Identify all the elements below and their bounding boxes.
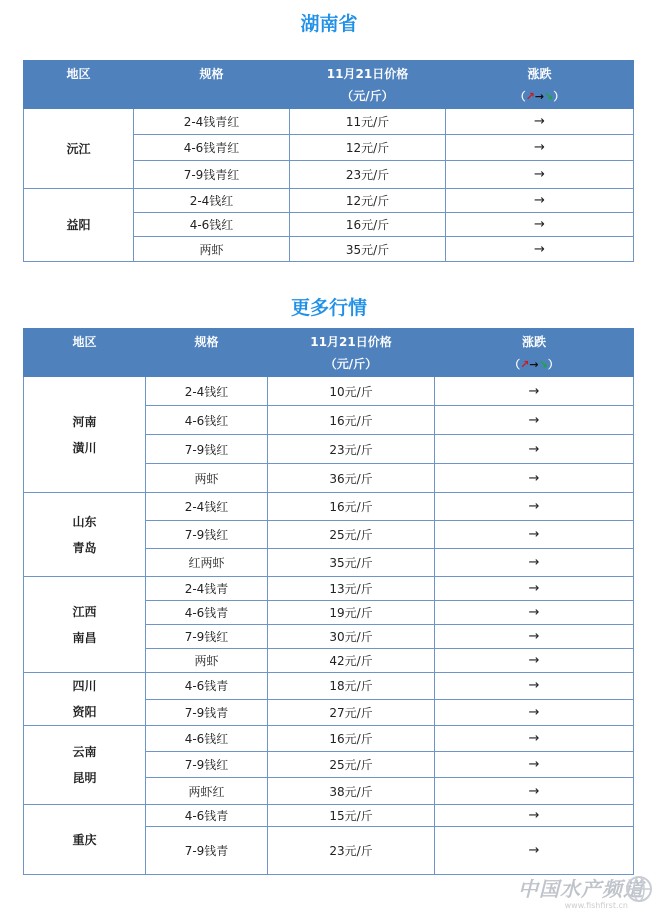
trend-cell: → <box>435 699 634 726</box>
arrow-up-icon: ↗ <box>520 358 530 371</box>
header-spec: 规格 <box>146 329 268 377</box>
header-price-date: 11月21日价格 <box>326 67 409 81</box>
header-trend-label: 涨跌 <box>527 67 552 81</box>
header-price-date: 11月21日价格 <box>310 335 392 349</box>
trend-cell: → <box>435 673 634 700</box>
table-header-row <box>24 61 634 109</box>
spec-cell: 2-4钱红 <box>146 377 268 406</box>
region-name: 益阳 <box>66 218 91 232</box>
trend-cell: → <box>435 752 634 778</box>
region-name: 资阳 <box>72 705 97 719</box>
region-name: 重庆 <box>72 832 97 847</box>
header-region: 地区 <box>24 329 146 377</box>
region-name: 山东 <box>72 514 97 529</box>
price-cell: 25元/斤 <box>268 752 435 778</box>
spec-cell: 2-4钱青红 <box>134 109 290 135</box>
table-row <box>24 109 634 135</box>
trend-cell: → <box>435 493 634 521</box>
table-header-row <box>24 329 634 377</box>
section-title-more: 更多行情 <box>290 297 367 319</box>
region-name: 南昌 <box>72 630 97 645</box>
globe-icon <box>624 874 654 904</box>
region-cell <box>24 805 146 875</box>
price-cell: 16元/斤 <box>268 406 435 435</box>
trend-cell: → <box>435 377 634 406</box>
region-name: 江西 <box>72 604 97 619</box>
price-cell: 27元/斤 <box>268 699 435 726</box>
watermark-url: www.fishfirst.cn <box>564 901 628 910</box>
price-cell: 18元/斤 <box>268 673 435 700</box>
trend-cell: → <box>435 464 634 493</box>
trend-cell: → <box>435 577 634 601</box>
region-cell <box>24 493 146 577</box>
trend-cell: → <box>446 189 634 213</box>
trend-cell: → <box>435 601 634 625</box>
spec-cell: 两虾红 <box>146 778 268 805</box>
arrow-right-icon: → <box>529 358 539 371</box>
table-row <box>24 577 634 601</box>
region-name: 四川 <box>72 679 97 693</box>
header-region: 地区 <box>24 61 134 109</box>
region-name: 沅江 <box>66 141 91 156</box>
table-row <box>24 189 634 213</box>
spec-cell: 4-6钱青 <box>146 673 268 700</box>
price-cell: 11元/斤 <box>290 109 446 135</box>
header-trend-label: 涨跌 <box>521 335 546 349</box>
price-cell: 10元/斤 <box>268 377 435 406</box>
header-price <box>268 329 435 377</box>
spec-cell: 4-6钱红 <box>134 213 290 237</box>
price-cell: 42元/斤 <box>268 649 435 673</box>
price-cell: 12元/斤 <box>290 135 446 161</box>
trend-cell: → <box>446 237 634 262</box>
region-cell <box>24 189 134 262</box>
price-cell: 16元/斤 <box>268 493 435 521</box>
trend-cell: → <box>435 726 634 752</box>
region-cell <box>24 577 146 673</box>
trend-legend <box>515 86 565 108</box>
spec-cell: 4-6钱青红 <box>134 135 290 161</box>
trend-cell: → <box>435 778 634 805</box>
region-name: 潢川 <box>72 440 97 455</box>
spec-cell: 两虾 <box>146 649 268 673</box>
trend-legend <box>509 354 559 376</box>
trend-cell: → <box>435 521 634 549</box>
price-cell: 23元/斤 <box>268 827 435 875</box>
header-price-unit: （元/斤） <box>324 357 378 371</box>
legend-paren-close: ） <box>553 90 565 103</box>
trend-cell: → <box>435 649 634 673</box>
more-price-table <box>23 328 634 875</box>
trend-cell: → <box>435 549 634 577</box>
header-trend <box>446 61 634 109</box>
spec-cell: 7-9钱青红 <box>134 161 290 189</box>
region-name: 河南 <box>72 414 97 429</box>
legend-paren-open: （ <box>514 90 526 103</box>
price-cell: 35元/斤 <box>290 237 446 262</box>
header-price-unit: （元/斤） <box>341 89 394 103</box>
price-cell: 35元/斤 <box>268 549 435 577</box>
price-cell: 16元/斤 <box>268 726 435 752</box>
price-cell: 16元/斤 <box>290 213 446 237</box>
spec-cell: 4-6钱青 <box>146 601 268 625</box>
price-cell: 36元/斤 <box>268 464 435 493</box>
region-cell <box>24 673 146 726</box>
header-trend <box>435 329 634 377</box>
table-row <box>24 493 634 521</box>
spec-cell: 7-9钱红 <box>146 521 268 549</box>
spec-cell: 2-4钱青 <box>146 577 268 601</box>
spec-cell: 两虾 <box>134 237 290 262</box>
trend-cell: → <box>446 135 634 161</box>
spec-cell: 红两虾 <box>146 549 268 577</box>
spec-cell: 7-9钱红 <box>146 435 268 464</box>
spec-cell: 4-6钱红 <box>146 406 268 435</box>
price-cell: 25元/斤 <box>268 521 435 549</box>
trend-cell: → <box>446 109 634 135</box>
table-row <box>24 377 634 406</box>
trend-cell: → <box>446 213 634 237</box>
price-cell: 15元/斤 <box>268 805 435 827</box>
trend-cell: → <box>435 805 634 827</box>
arrow-down-icon: ↘ <box>538 358 548 371</box>
table-row <box>24 805 634 827</box>
header-price <box>290 61 446 109</box>
header-spec: 规格 <box>134 61 290 109</box>
spec-cell: 7-9钱青 <box>146 827 268 875</box>
legend-paren-open: （ <box>509 358 521 371</box>
price-cell: 30元/斤 <box>268 625 435 649</box>
table-row <box>24 726 634 752</box>
spec-cell: 7-9钱红 <box>146 752 268 778</box>
legend-paren-close: ） <box>547 358 559 371</box>
trend-cell: → <box>435 435 634 464</box>
spec-cell: 两虾 <box>146 464 268 493</box>
spec-cell: 2-4钱红 <box>146 493 268 521</box>
price-cell: 12元/斤 <box>290 189 446 213</box>
trend-cell: → <box>435 625 634 649</box>
trend-cell: → <box>435 406 634 435</box>
region-name: 昆明 <box>72 771 97 785</box>
spec-cell: 7-9钱红 <box>146 625 268 649</box>
region-cell <box>24 109 134 189</box>
section-title-hunan: 湖南省 <box>300 13 358 35</box>
price-cell: 19元/斤 <box>268 601 435 625</box>
spec-cell: 2-4钱红 <box>134 189 290 213</box>
arrow-right-icon: → <box>534 90 545 103</box>
arrow-up-icon: ↗ <box>525 90 535 103</box>
price-cell: 23元/斤 <box>268 435 435 464</box>
price-cell: 13元/斤 <box>268 577 435 601</box>
price-cell: 23元/斤 <box>290 161 446 189</box>
trend-cell: → <box>446 161 634 189</box>
arrow-down-icon: ↘ <box>544 90 554 103</box>
table-row <box>24 673 634 700</box>
spec-cell: 4-6钱青 <box>146 805 268 827</box>
price-cell: 38元/斤 <box>268 778 435 805</box>
region-name: 云南 <box>72 745 97 759</box>
region-name: 青岛 <box>72 540 97 555</box>
trend-cell: → <box>435 827 634 875</box>
spec-cell: 4-6钱红 <box>146 726 268 752</box>
region-cell <box>24 377 146 493</box>
spec-cell: 7-9钱青 <box>146 699 268 726</box>
watermark-logo: 中国水产频道 <box>518 877 644 901</box>
region-cell <box>24 726 146 805</box>
hunan-price-table <box>23 60 634 262</box>
